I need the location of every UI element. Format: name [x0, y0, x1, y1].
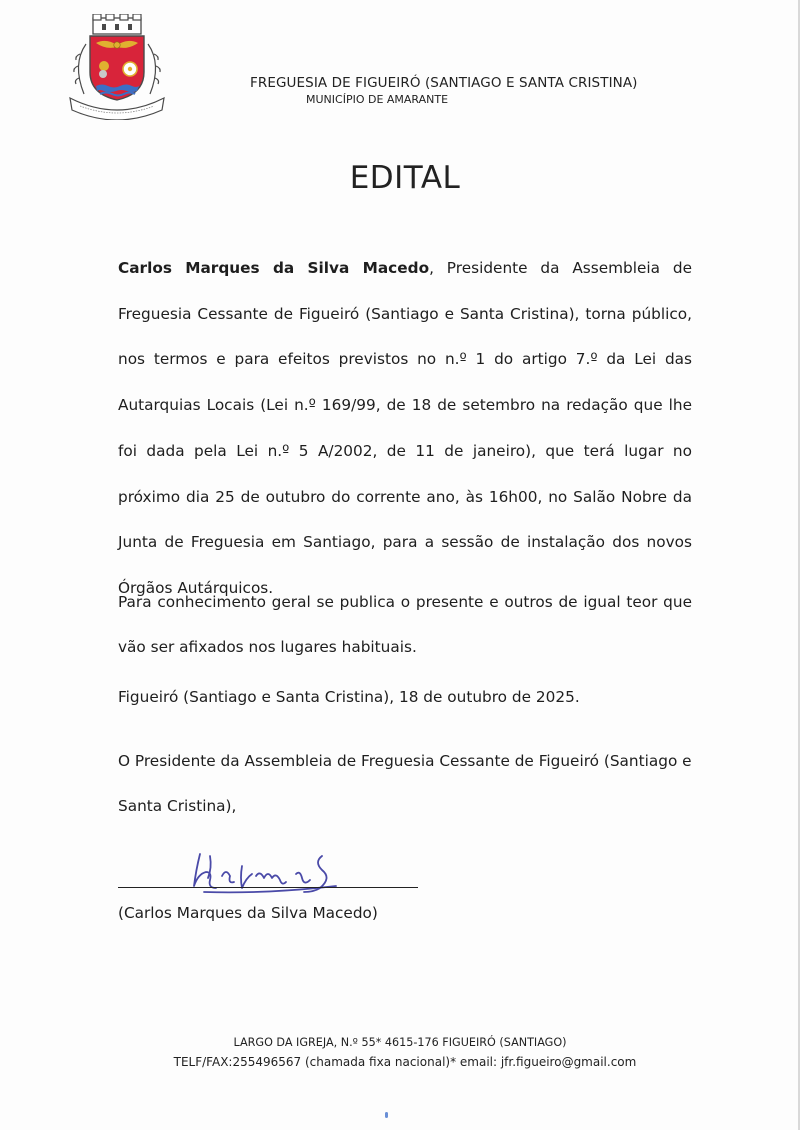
closing-statement: O Presidente da Assembleia de Freguesia Cessante de Figueiró (Santiago e Santa Cristina), — [118, 752, 692, 815]
signer-name: (Carlos Marques da Silva Macedo) — [118, 904, 378, 922]
coat-of-arms-icon — [66, 14, 168, 120]
publication-paragraph: Para conhecimento geral se publica o presente e outros de igual teor que vão ser afixados nos lugares habituais. — [118, 593, 692, 656]
mural-crown — [93, 14, 141, 34]
footer-contact: TELF/FAX:255496567 (chamada fixa nacional)* email: jfr.figueiro@gmail.com — [173, 1055, 637, 1069]
municipality-name: MUNICÍPIO DE AMARANTE — [306, 93, 449, 106]
signature-line — [118, 887, 418, 888]
footer-address: LARGO DA IGREJA, N.º 55* 4615-176 FIGUEIRÓ (SANTIAGO) — [233, 1036, 567, 1049]
crest-ribbon — [70, 98, 164, 120]
place-and-date: Figueiró (Santiago e Santa Cristina), 18 de outubro de 2025. — [118, 688, 580, 706]
main-paragraph-text: , Presidente da Assembleia de Freguesia Cessante de Figueiró (Santiago e Santa Cristina), torna público, nos termos e para efeitos previstos no n.º 1 do artigo 7.º da Lei das Autarquias Locais (Lei n.º 169/99, de 18 de setembro na redação que lhe foi dada pela Lei n.º 5 A/2002, de 11 de janeiro), que terá lugar no próximo dia 25 de outubro do corrente ano, às 16h00, no Salão Nobre da Junta de Freguesia em Santiago, para a sessão de instalação dos novos Órgãos Autárquicos. — [118, 259, 692, 597]
main-paragraph — [118, 246, 692, 612]
crest-shield — [90, 36, 144, 100]
handwritten-signature — [186, 848, 356, 898]
author-name: Carlos Marques da Silva Macedo — [118, 259, 430, 277]
document-title: EDITAL — [349, 160, 461, 196]
scan-artifact — [385, 1112, 388, 1118]
organization-name: FREGUESIA DE FIGUEIRÓ (SANTIAGO E SANTA CRISTINA) — [250, 75, 638, 91]
